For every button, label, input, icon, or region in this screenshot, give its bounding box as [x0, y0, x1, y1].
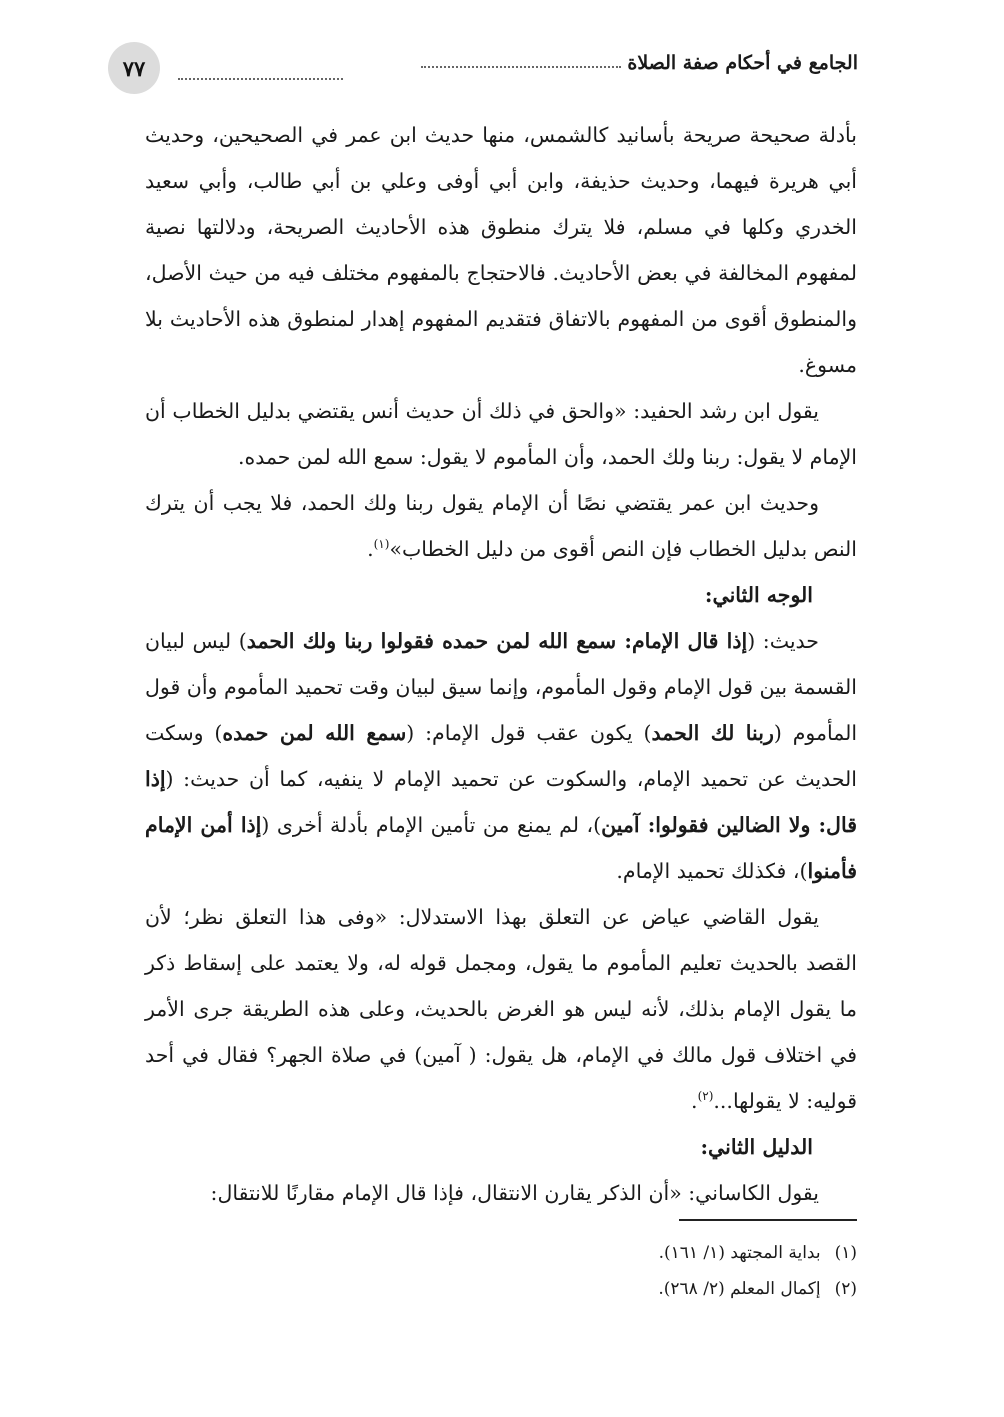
footnote-separator	[679, 1219, 857, 1221]
paragraph-ibn-umar-end: .	[367, 537, 374, 561]
paragraph-kasani: يقول الكاساني: «أن الذكر يقارن الانتقال، فإذا قال الإمام مقارنًا للانتقال:	[210, 1181, 819, 1205]
hadith-quote: إذا قال: ولا الضالين فقولوا: آمين	[145, 767, 857, 837]
main-text	[145, 112, 857, 1216]
running-title-text: الجامع في أحكام صفة الصلاة	[627, 52, 858, 74]
footnote-2	[145, 1271, 857, 1307]
text-segment: )، فكذلك تحميد الإمام.	[616, 859, 808, 883]
text-segment: ) وسكت الحديث عن تحميد الإمام، والسكوت عن تحميد الإمام لا ينفيه، كما أن حديث: (	[145, 721, 857, 791]
footnote-number: (٢)	[834, 1279, 857, 1299]
paragraph-qadi-iyad-end: .	[691, 1089, 698, 1113]
paragraph-qadi-iyad	[145, 894, 857, 1124]
footnote-ref-2[interactable]: (٢)	[697, 1089, 714, 1104]
footnote-1	[145, 1235, 857, 1271]
running-title	[421, 52, 858, 74]
footnote-text: بداية المجتهد (١/ ١٦١).	[658, 1243, 821, 1263]
paragraph-1: بأدلة صحيحة صريحة بأسانيد كالشمس، منها حديث ابن عمر في الصحيحين، وحديث أبي هريرة فيهما، وحديث حذيفة، وابن أبي أوفى وعلي بن أبي طالب، وأبي سعيد الخدري وكلها في مسلم، فلا يترك منطوق هذه الأحاديث الصريحة، ودلالتها نصية لمفهوم المخالفة في بعض الأحاديث. فالاحتجاج بالمفهوم مختلف فيه من حيث الأصل، والمنطوق أقوى من المفهوم بالاتفاق فتقديم المفهوم إهدار لمنطوق هذه الأحاديث بلا مسوغ.	[145, 123, 857, 377]
text-segment: ) يكون عقب قول الإمام: (	[406, 721, 652, 745]
page-header	[108, 40, 858, 96]
footnote-number: (١)	[834, 1243, 857, 1263]
footnote-text: إكمال المعلم (٢/ ٢٦٨).	[658, 1279, 821, 1299]
hadith-quote: إذا قال الإمام: سمع الله لمن حمده فقولوا ربنا ولك الحمد	[246, 629, 748, 653]
hadith-quote: ربنا لك الحمد	[651, 721, 774, 745]
text-segment: ) ليس لبيان القسمة بين قول الإمام وقول المأموم، وإنما سيق لبيان وقت تحميد المأموم وأن قول المأموم (	[145, 629, 858, 745]
heading-second-evidence: الدليل الثاني:	[700, 1135, 813, 1159]
heading-second-aspect: الوجه الثاني:	[704, 583, 813, 607]
footnotes	[145, 1235, 857, 1307]
text-segment: )، لم يمنع من تأمين الإمام بأدلة أخرى (	[261, 813, 602, 837]
header-dotted-leader-right	[421, 66, 621, 68]
header-dotted-leader-left	[178, 78, 343, 80]
paragraph-qadi-iyad-text: يقول القاضي عياض عن التعلق بهذا الاستدلال: «وفى هذا التعلق نظر؛ لأن القصد بالحديث تعليم المأموم ما يقول، ومجمل قوله له، ولا يعتمد على إسقاط ذكر ما يقول الإمام بذلك، لأنه ليس هو الغرض بالحديث، وعلى هذه الطريقة جرى الأمر في اختلاف قول مالك في الإمام، هل يقول: ( آمين) في صلاة الجهر؟ فقال في أحد قوليه: لا يقولها...	[145, 905, 857, 1113]
paragraph-ibn-rushd: يقول ابن رشد الحفيد: «والحق في ذلك أن حديث أنس يقتضي بدليل الخطاب أن الإمام لا يقول: ربنا ولك الحمد، وأن المأموم لا يقول: سمع الله لمن حمده.	[145, 399, 857, 469]
paragraph-ibn-umar-text: وحديث ابن عمر يقتضي نصًا أن الإمام يقول ربنا ولك الحمد، فلا يجب أن يترك النص بدليل الخطاب فإن النص أقوى من دليل الخطاب»	[145, 491, 857, 561]
paragraph-ibn-umar	[145, 480, 857, 572]
page-number-badge: ٧٧	[108, 42, 160, 94]
footnote-ref-1[interactable]: (١)	[373, 537, 390, 552]
hadith-quote: سمع الله لمن حمده	[222, 721, 407, 745]
paragraph-hadith-explanation	[145, 618, 857, 894]
text-segment: حديث: (	[747, 629, 819, 653]
hadith-quote: إذا أمن الإمام فأمنوا	[145, 813, 857, 883]
